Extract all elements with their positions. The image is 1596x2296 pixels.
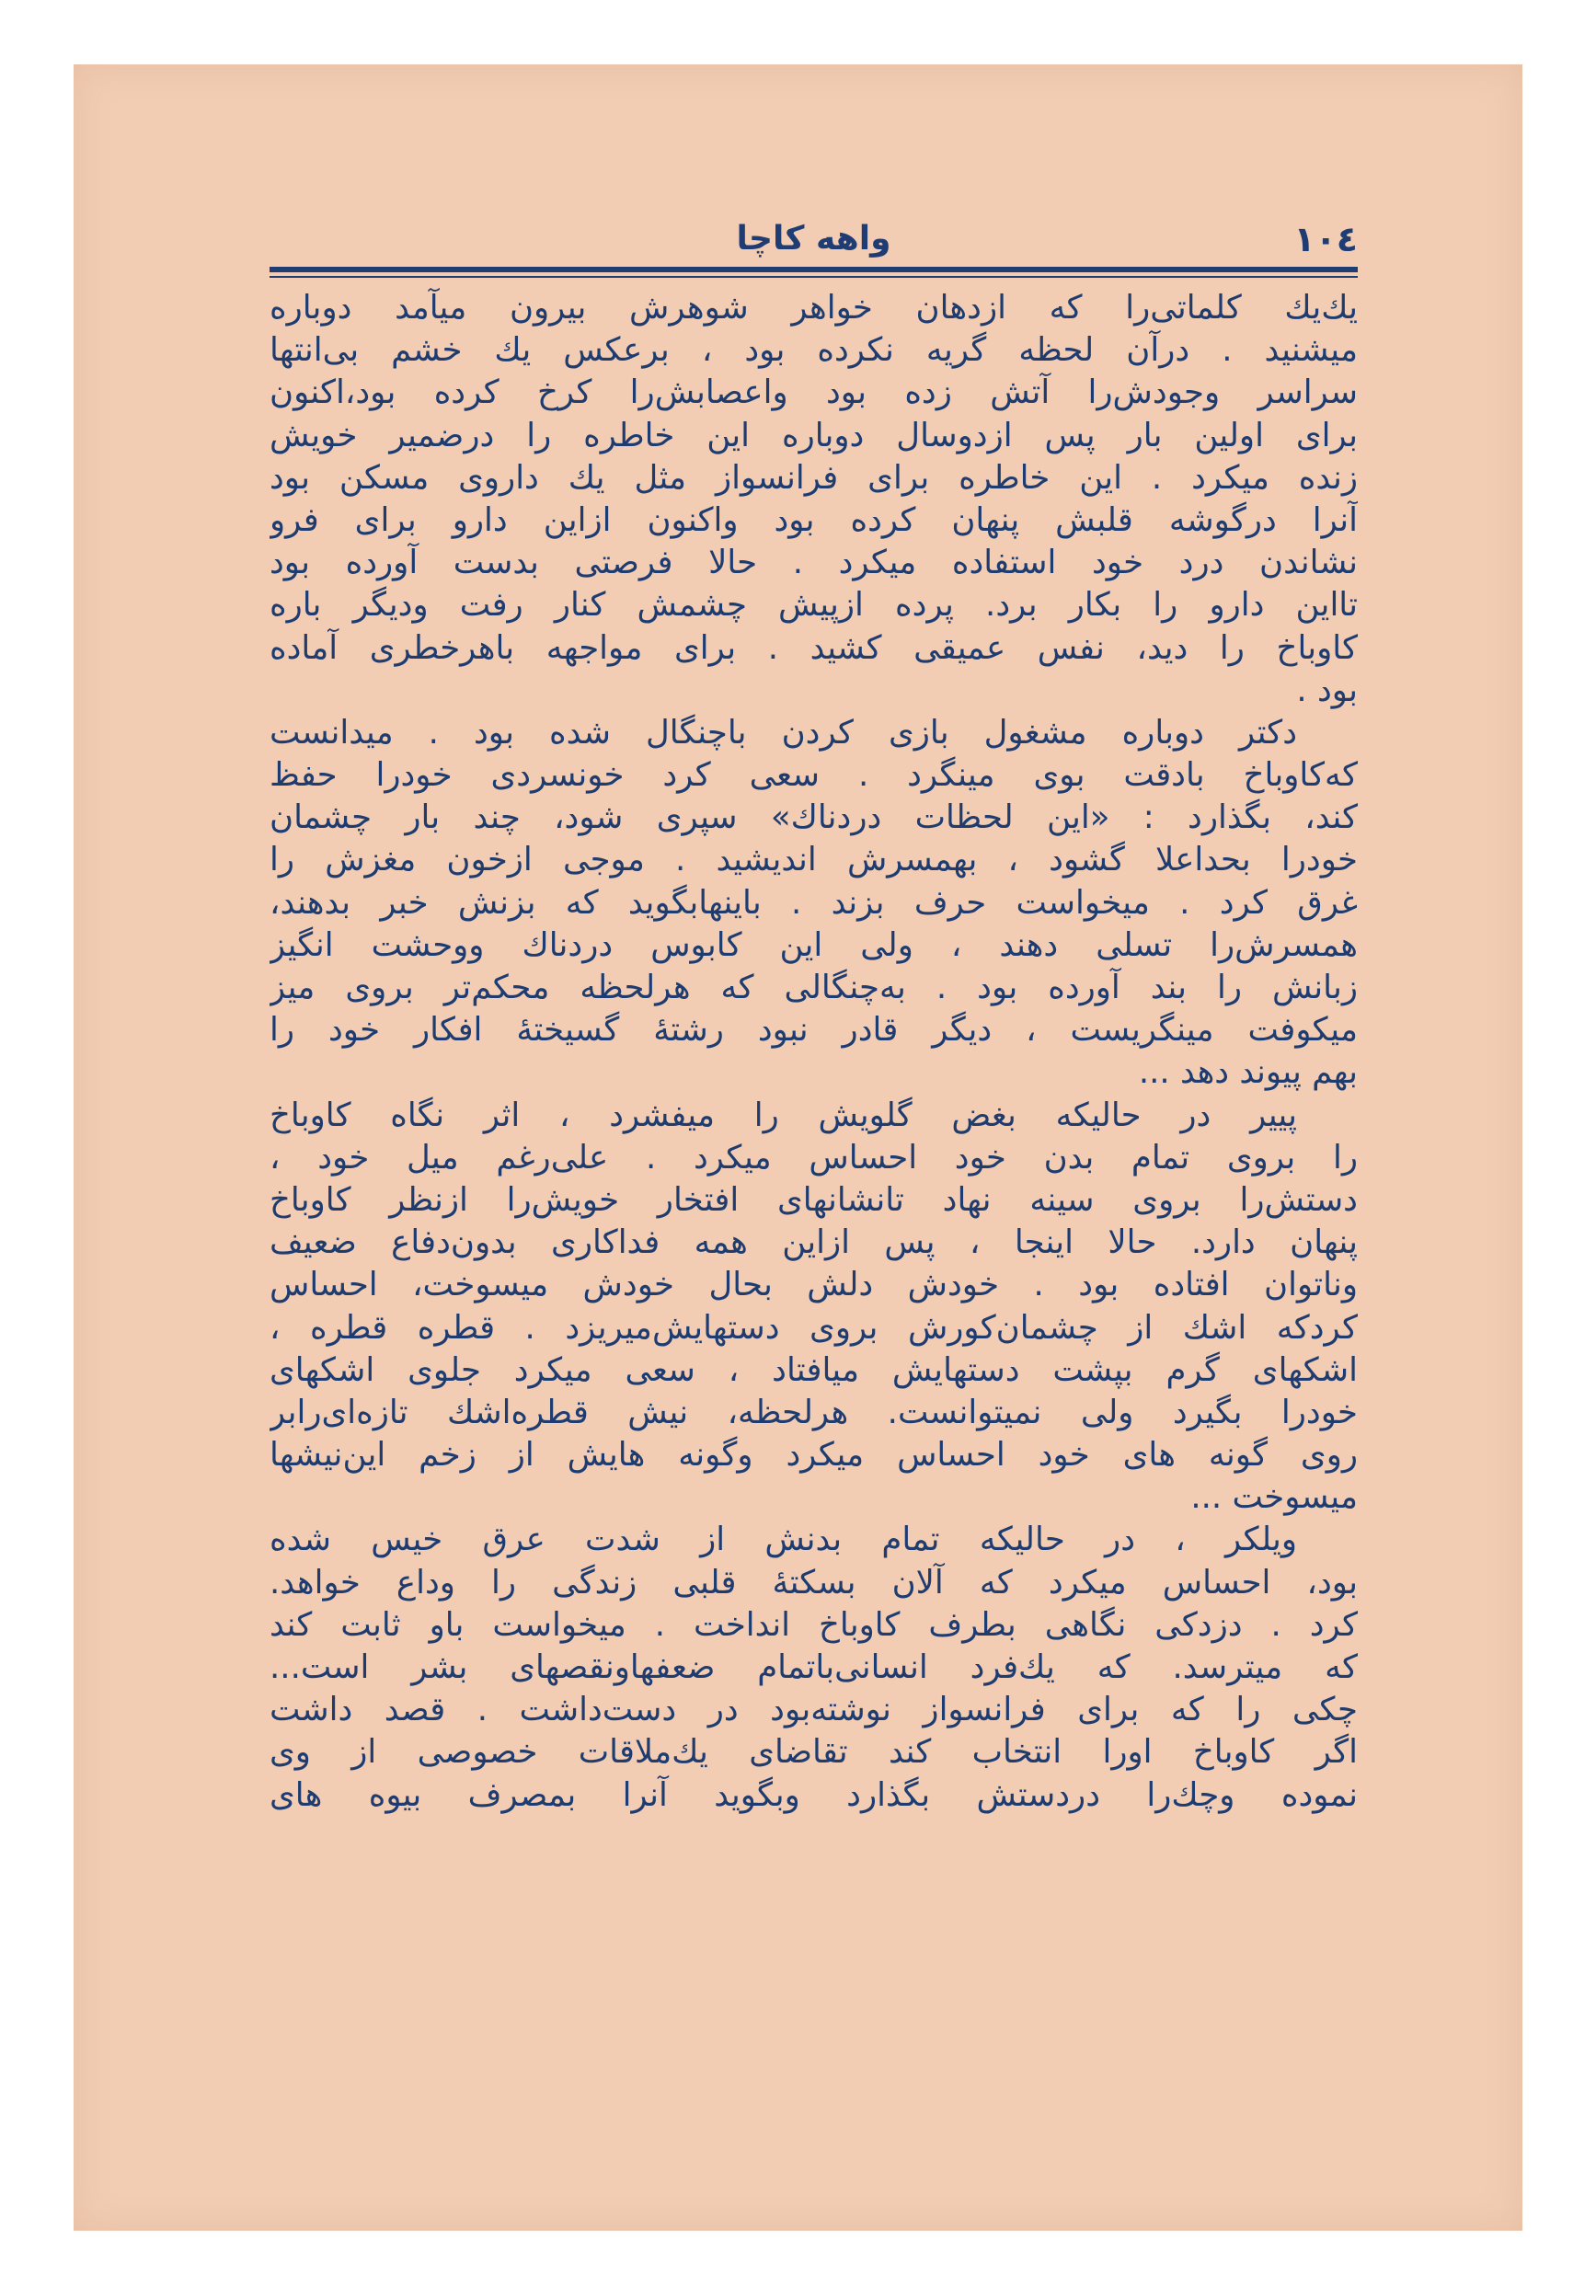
text-line: روی گونه های خود احساس میكرد وگونه هایش از زخم این‌نیشها (270, 1436, 1358, 1475)
text-line: ویلكر ، در حالیكه تمام بدنش از شدت عرق خیس شده (270, 1521, 1297, 1559)
text-line: كند، بگذارد : «این لحظات دردناك» سپری شود، چند بار چشمان (270, 798, 1358, 837)
text-line: پییر در حالیكه بغض گلویش را میفشرد ، اثر نگاه كاوباخ (270, 1096, 1297, 1134)
text-line: كه میترسد. كه یك‌فرد انسانی‌باتمام ضعفهاونقصهای بشر است... (270, 1648, 1358, 1686)
text-line: سراسر وجودش‌را آتش زده بود واعصابش‌را كرخ كرده بود،اكنون (270, 373, 1358, 412)
text-line: خودرا بگیرد ولی نمیتوانست. هرلحظه، نیش قطره‌اشك تازه‌ای‌رابر (270, 1393, 1358, 1431)
text-line: خودرا بحداعلا گشود ، بهمسرش اندیشید . موجی ازخون مغزش را (270, 841, 1358, 879)
text-line: بهم پیوند دهد ... (1138, 1053, 1358, 1092)
header-rule-thin (270, 276, 1358, 278)
text-line: بود، احساس میكرد كه آلان بسكتهٔ قلبی زندگی را وداع خواهد. (270, 1563, 1358, 1601)
page-header (270, 213, 1358, 265)
text-line: نشاندن درد خود استفاده میكرد . حالا فرصتی بدست آورده بود (270, 544, 1358, 582)
text-line: را بروی تمام بدن خود احساس میكرد . علی‌رغم میل خود ، (270, 1138, 1358, 1177)
text-line: میسوخت ... (1190, 1478, 1358, 1517)
text-line: زبانش را بند آورده بود . به‌چنگالی كه هرلحظه محكم‌تر بروی میز (270, 969, 1358, 1006)
running-title: واهه کاچا (736, 220, 891, 258)
text-line: نموده وچك‌را دردستش بگذارد وبگوید آنرا بمصرف بیوه های (270, 1775, 1358, 1814)
text-line: وناتوان افتاده بود . خودش دلش بحال خودش میسوخت، احساس (270, 1266, 1358, 1304)
text-line: كردكه اشك از چشمان‌كورش بروی دستهایش‌میریزد . قطره قطره ، (270, 1308, 1358, 1347)
text-line: پنهان دارد. حالا اینجا ، پس ازاین همه فداكاری بدون‌دفاع ضعیف (270, 1223, 1358, 1262)
text-line: كرد . دزدكی نگاهی بطرف كاوباخ انداخت . میخواست باو ثابت كند (270, 1605, 1358, 1644)
text-line: تااین دارو را بكار برد. پرده ازپیش چشمش كنار رفت ودیگر باره (270, 586, 1358, 625)
text-line: همسرش‌را تسلی دهند ، ولی این كابوس دردناك ووحشت انگیز (270, 925, 1358, 964)
text-line: كاوباخ را دید، نفس عمیقی كشید . برای مواجهه باهرخطری آماده (270, 628, 1358, 667)
text-line: میكوفت مینگریست ، دیگر قادر نبود رشتهٔ گسیختهٔ افكار خود را (270, 1011, 1358, 1050)
text-line: چكی را كه برای فرانسواز نوشته‌بود در دست‌داشت . قصد داشت (270, 1691, 1358, 1729)
text-line: دكتر دوباره مشغول بازی كردن باچنگال شده بود . میدانست (270, 713, 1297, 752)
text-line: اشكهای گرم بپشت دستهایش میافتاد ، سعی میكرد جلوی اشكهای (270, 1350, 1358, 1389)
text-line: اگر كاوباخ اورا انتخاب كند تقاضای یك‌ملاقات خصوصی از وی (270, 1733, 1358, 1772)
text-line: میشنید . درآن لحظه گریه نكرده بود ، برعكس یك خشم بی‌انتها (270, 331, 1358, 370)
body-text (270, 287, 1358, 1817)
text-line: برای اولین بار پس ازدوسال دوباره این خاطره را درضمیر خویش (270, 416, 1358, 454)
text-line: زنده میكرد . این خاطره برای فرانسواز مثل یك داروی مسكن بود (270, 458, 1358, 497)
page-number: ۱۰٤ (1293, 219, 1358, 259)
text-line: بود . (1296, 671, 1358, 709)
header-rule-thick (270, 267, 1358, 272)
text-line: آنرا درگوشه قلبش پنهان كرده بود واكنون ازاین دارو برای فرو (270, 500, 1358, 539)
text-line: غرق كرد . میخواست حرف بزند . باینهابگوید كه بزنش خبر بدهند، (270, 883, 1358, 922)
text-line: یك‌یك كلماتی‌را كه ازدهان خواهر شوهرش بیرون میآمد دوباره (270, 289, 1358, 327)
text-line: دستش‌را بروی سینه نهاد تانشانهای افتخار خویش‌را ازنظر كاوباخ (270, 1180, 1358, 1219)
text-line: كه‌كاوباخ بادقت بوی مینگرد . سعی كرد خونسردی خودرا حفظ (270, 756, 1358, 795)
